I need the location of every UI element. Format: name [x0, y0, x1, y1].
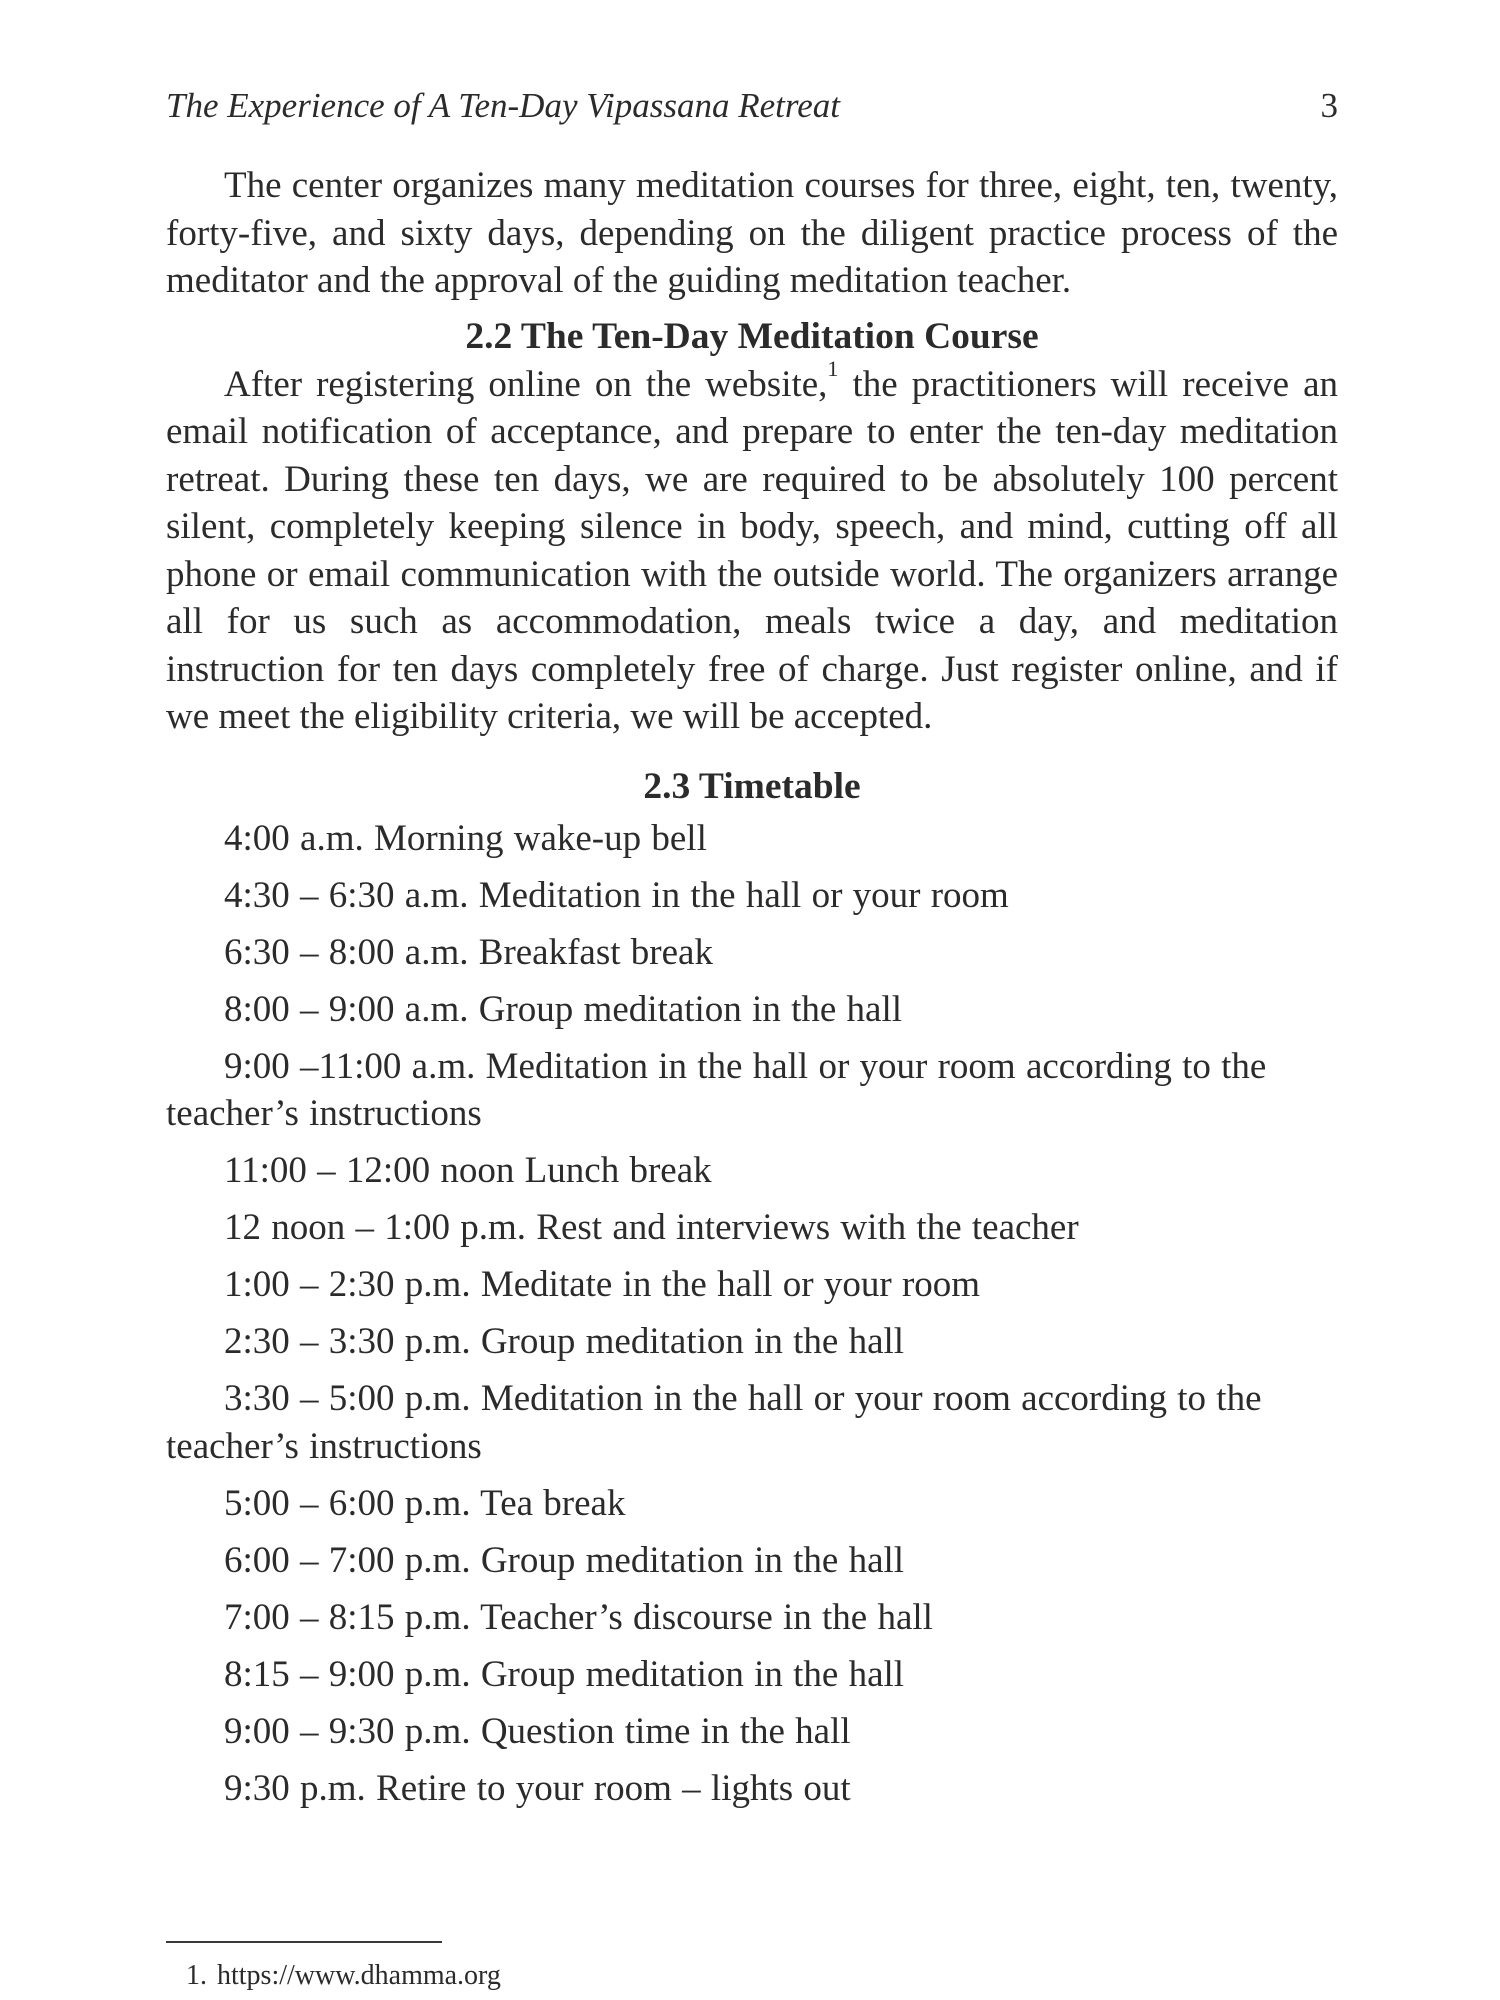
timetable-item: 9:00 –11:00 a.m. Meditation in the hall or your room according to the teacher’s instructions: [166, 1045, 1267, 1134]
footnote: [186, 1958, 501, 1994]
running-head: [166, 86, 1338, 134]
timetable-item: 6:00 – 7:00 p.m. Group meditation in the hall: [224, 1539, 905, 1581]
timetable-item: 2:30 – 3:30 p.m. Group meditation in the hall: [224, 1321, 905, 1362]
running-title: The Experience of A Ten-Day Vipassana Retreat: [166, 86, 840, 125]
timetable-item: 12 noon – 1:00 p.m. Rest and interviews with the teacher: [224, 1207, 1079, 1248]
timetable-item: 8:15 – 9:00 p.m. Group meditation in the hall: [224, 1653, 905, 1695]
section-heading-2-2: 2.2 The Ten-Day Meditation Course: [465, 315, 1039, 357]
course-paragraph: [166, 356, 1338, 741]
timetable-item: 9:00 – 9:30 p.m. Question time in the hall: [224, 1710, 851, 1752]
timetable-item: 9:30 p.m. Retire to your room – lights out: [224, 1767, 851, 1809]
timetable-item: 8:00 – 9:00 a.m. Group meditation in the hall: [224, 988, 903, 1030]
section-heading-2-3: 2.3 Timetable: [643, 765, 861, 807]
timetable-item: 1:00 – 2:30 p.m. Meditate in the hall or your room: [224, 1264, 981, 1305]
page-number: 3: [1320, 86, 1338, 125]
timetable-item: 11:00 – 12:00 noon Lunch break: [224, 1150, 712, 1191]
timetable-item: 4:00 a.m. Morning wake-up bell: [224, 817, 707, 859]
timetable-item: 6:30 – 8:00 a.m. Breakfast break: [224, 931, 713, 973]
timetable-item: 3:30 – 5:00 p.m. Meditation in the hall or your room according to the teacher’s instructions: [166, 1378, 1262, 1467]
footnote-divider: [166, 1941, 442, 1943]
course-paragraph-start: After registering online on the website,: [224, 363, 828, 405]
footnote-link: https://www.dhamma.org: [217, 1960, 501, 1991]
body-text: [166, 162, 1338, 1822]
intro-paragraph: The center organizes many meditation courses for three, eight, ten, twenty, forty-five, and sixty days, depending on the diligent practice process of the meditator and the approval of the guiding meditation teacher.: [166, 165, 1338, 301]
timetable-item: 7:00 – 8:15 p.m. Teacher’s discourse in the hall: [224, 1596, 933, 1638]
timetable-item: 5:00 – 6:00 p.m. Tea break: [224, 1482, 626, 1524]
timetable-item: 4:30 – 6:30 a.m. Meditation in the hall or your room: [224, 874, 1009, 916]
timetable-list: [166, 815, 1338, 1813]
footnote-reference: 1: [827, 356, 839, 382]
footnote-number: 1.: [186, 1960, 207, 1991]
course-paragraph-rest: the practitioners will receive an email notification of acceptance, and prepare to enter the ten-day meditation retreat. During these ten days, we are required to be absolutely 100 percent silent, completely keeping silence in body, speech, and mind, cutting off all phone or email communication with the outside world. The organizers arrange all for us such as accommodation, meals twice a day, and meditation instruction for ten days completely free of charge. Just register online, and if we meet the eligibility criteria, we will be accepted.: [166, 363, 1338, 737]
